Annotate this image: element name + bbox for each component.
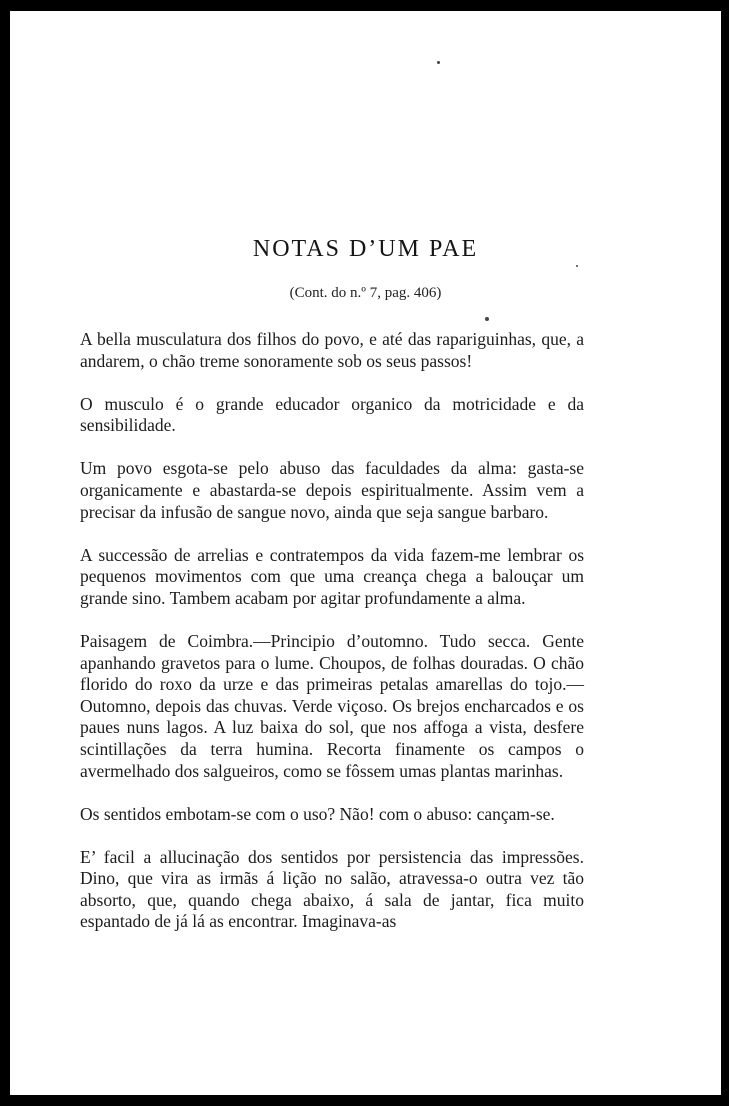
document-page xyxy=(10,11,721,1095)
scan-speck xyxy=(576,265,578,267)
scan-speck xyxy=(485,317,489,321)
paragraph: Paisagem de Coimbra.—Principio d’outomno. Tudo secca. Gente apanhando gravetos para o lume. Choupos, de folhas douradas. O chão florido do roxo da urze e das primeiras petalas amarellas do tojo.—Outomno, depois das chuvas. Verde viçoso. Os brejos encharcados e os paues nuns lagos. A luz baixa do sol, que nos affoga a vista, desfere scintillações da terra humina. Recorta finamente os campos o avermelhado dos salgueiros, como se fôssem umas plantas marinhas. xyxy=(80,630,584,781)
paragraph: A bella musculatura dos filhos do povo, e até das rapariguinhas, que, a andarem, o chão treme sonoramente sob os seus passos! xyxy=(80,329,584,371)
paragraph: Os sentidos embotam-se com o uso? Não! com o abuso: cançam-se. xyxy=(80,803,555,824)
paragraph: A successão de arrelias e contratempos da vida fazem-me lembrar os pequenos movimentos com que uma creança chega a balouçar um grande sino. Tambem acabam por agitar profundamente a alma. xyxy=(80,544,584,608)
paragraph: Um povo esgota-se pelo abuso das faculdades da alma: gasta-se organicamente e abastarda-se depois espiritualmente. Assim vem a precisar da infusão de sangue novo, ainda que seja sangue barbaro. xyxy=(80,458,584,522)
article-subtitle: (Cont. do n.º 7, pag. 406) xyxy=(289,285,442,301)
scan-speck xyxy=(437,61,440,64)
paragraph: O musculo é o grande educador organico da motricidade e da sensibilidade. xyxy=(80,393,584,436)
article-title: NOTAS D’UM PAE xyxy=(252,236,479,262)
paragraph: E’ facil a allucinação dos sentidos por persistencia das impressões. Dino, que vira as irmãs á lição no salão, atravessa-o outra vez tão absorto, que, quando chega abaixo, á sala de jantar, fica muito espantado de já lá as encontrar. Imaginava-as xyxy=(80,846,584,932)
article-body xyxy=(80,329,584,933)
